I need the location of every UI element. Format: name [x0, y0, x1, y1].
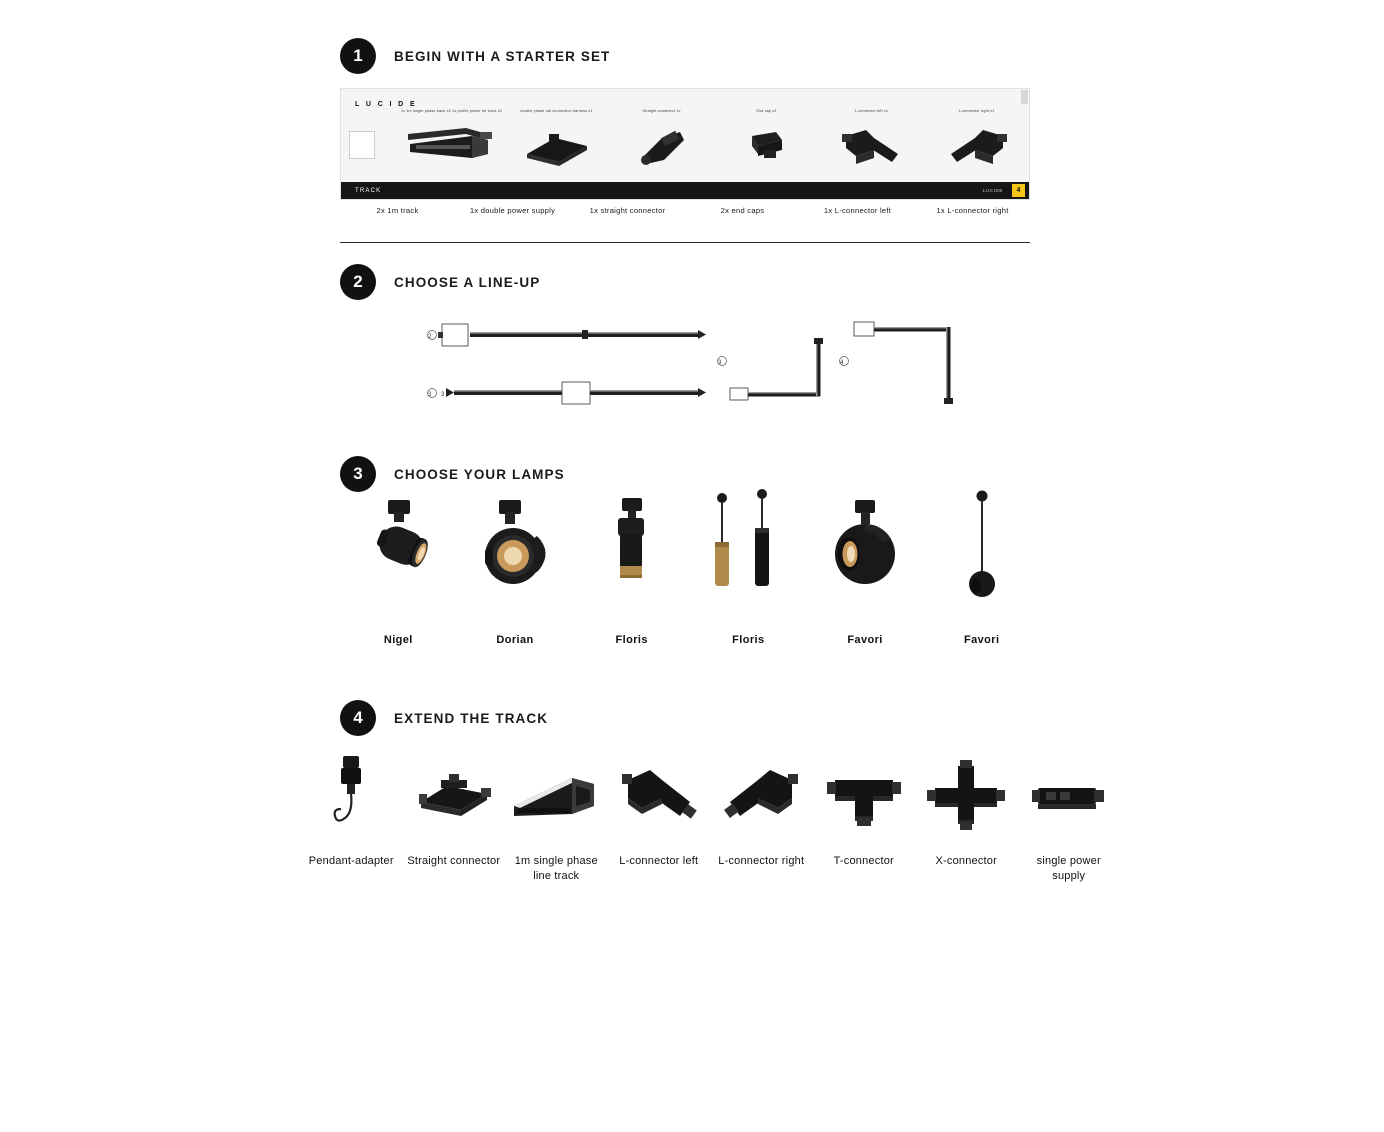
- banner-page-badge: 4: [1012, 184, 1025, 197]
- banner-spacer: [341, 107, 399, 181]
- banner-item-straight-connector: [609, 107, 714, 181]
- step-badge-2: 2: [340, 264, 376, 300]
- step-header-4: [340, 700, 548, 736]
- banner-canvas: [341, 89, 1029, 199]
- track-1m-icon: [505, 752, 608, 838]
- lamp-name: Floris: [615, 634, 648, 646]
- extend-card-1m-track[interactable]: [505, 752, 608, 884]
- svg-text:3: 3: [718, 360, 722, 366]
- extend-name: Pendant-adapter: [308, 855, 394, 867]
- svg-text:4: 4: [840, 360, 844, 366]
- lamp-card-nigel[interactable]: [340, 490, 457, 646]
- lamp-row: [340, 490, 1040, 646]
- l-connector-right-part-icon: [710, 752, 813, 838]
- banner-item-caption: 1x 1m single phase track x2 1x profile power for track x2: [400, 109, 503, 113]
- extend-name: 1m single phase line track: [514, 855, 598, 882]
- favori-spot-icon: [807, 490, 924, 610]
- step-header-1: [340, 38, 610, 74]
- straight-connector-icon: [632, 119, 692, 175]
- step-title-3: CHOOSE YOUR LAMPS: [394, 466, 565, 482]
- x-connector-icon: [915, 752, 1018, 838]
- nigel-spot-icon: [340, 490, 457, 610]
- extend-name: X-connector: [935, 855, 997, 867]
- extend-row: [300, 752, 1120, 884]
- double-power-supply-icon: [521, 119, 593, 175]
- extend-card-x-connector[interactable]: [915, 752, 1018, 884]
- svg-text:3: 3: [428, 392, 432, 398]
- banner-item-double-power-supply: [504, 107, 609, 181]
- banner-item-row: [341, 107, 1029, 181]
- dorian-spot-icon: [457, 490, 574, 610]
- track-rail-icon: [406, 119, 498, 175]
- lineup-straight-end: [428, 324, 707, 346]
- starter-label-double-power-supply: 1x double power supply: [469, 206, 556, 215]
- extend-card-pendant-adapter[interactable]: [300, 752, 403, 884]
- straight-connector-part-icon: [403, 752, 506, 838]
- step-title-1: BEGIN WITH A STARTER SET: [394, 48, 611, 64]
- floris-spot-icon: [573, 490, 690, 610]
- extend-card-straight-connector[interactable]: [403, 752, 506, 884]
- lamp-name: Floris: [732, 634, 765, 646]
- extend-name: T-connector: [833, 855, 894, 867]
- starter-label-l-connector-left: 1x L-connector left: [823, 206, 892, 215]
- lineup-straight-centre: [428, 382, 707, 404]
- banner-item-l-connector-right: [924, 107, 1029, 181]
- favori-pendant-icon: [923, 490, 1040, 610]
- lineup-l-right: [840, 322, 954, 404]
- extend-name: L-connector right: [718, 855, 805, 867]
- end-cap-icon: [738, 119, 796, 175]
- extend-name: single power supply: [1036, 855, 1101, 882]
- step-header-3: [340, 456, 565, 492]
- step-header-2: [340, 264, 540, 300]
- lucide-logo: L U C I D E: [355, 101, 418, 108]
- starter-label-end-caps: 2x end caps: [720, 206, 765, 215]
- banner-footer-right: LUCIDE: [982, 188, 1003, 193]
- l-connector-left-icon: [840, 119, 904, 175]
- step-badge-3: 3: [340, 456, 376, 492]
- extend-name: Straight connector: [407, 855, 501, 867]
- banner-item-caption: End cap x2: [756, 109, 777, 113]
- scrollbar-thumb[interactable]: [1021, 90, 1028, 104]
- lamp-name: Favori: [963, 634, 1000, 646]
- lamp-card-floris-pendant[interactable]: [690, 490, 807, 646]
- lamp-card-dorian[interactable]: [457, 490, 574, 646]
- banner-item-caption: L-connector left x1: [854, 109, 889, 113]
- step-title-2: CHOOSE A LINE-UP: [394, 274, 541, 290]
- extend-name: L-connector left: [619, 855, 699, 867]
- lamp-card-favori-spot[interactable]: [807, 490, 924, 646]
- lineup-diagrams: [420, 312, 1020, 422]
- svg-text:3: 3: [441, 392, 445, 398]
- lamp-card-favori-pendant[interactable]: [923, 490, 1040, 646]
- lamp-name: Nigel: [383, 634, 413, 646]
- lamp-name: Favori: [847, 634, 883, 646]
- t-connector-icon: [813, 752, 916, 838]
- l-connector-right-icon: [945, 119, 1009, 175]
- section-divider: [340, 242, 1030, 243]
- extend-card-l-connector-left[interactable]: [608, 752, 711, 884]
- banner-item-caption: Straight connector 1x: [642, 109, 681, 113]
- pendant-adapter-icon: [300, 752, 403, 838]
- extend-card-single-power-supply[interactable]: [1018, 752, 1121, 884]
- banner-footer: [341, 182, 1029, 199]
- lamp-name: Dorian: [496, 634, 534, 646]
- step-badge-4: 4: [340, 700, 376, 736]
- single-power-supply-icon: [1018, 752, 1121, 838]
- starter-set-labels: [340, 206, 1030, 215]
- extend-card-l-connector-right[interactable]: [710, 752, 813, 884]
- floris-pendant-icon: [690, 490, 807, 610]
- step-title-4: EXTEND THE TRACK: [394, 710, 549, 726]
- lineup-l-left: [718, 338, 824, 400]
- step-badge-1: 1: [340, 38, 376, 74]
- svg-text:2: 2: [428, 334, 432, 340]
- banner-item-l-connector-left: [819, 107, 924, 181]
- banner-item-caption: L-connector right x1: [958, 109, 995, 113]
- banner-item-end-caps: [714, 107, 819, 181]
- starter-label-l-connector-right: 1x L-connector right: [936, 206, 1009, 215]
- starter-set-banner: [340, 88, 1030, 200]
- l-connector-left-part-icon: [608, 752, 711, 838]
- banner-item-track: [399, 107, 504, 181]
- extend-card-t-connector[interactable]: [813, 752, 916, 884]
- lamp-card-floris-spot[interactable]: [573, 490, 690, 646]
- starter-label-straight-connector: 1x straight connector: [589, 206, 666, 215]
- banner-item-caption: double phase rail connection harness x1: [520, 109, 593, 113]
- starter-label-track: 2x 1m track: [376, 206, 419, 215]
- banner-footer-label: TRACK: [355, 187, 382, 194]
